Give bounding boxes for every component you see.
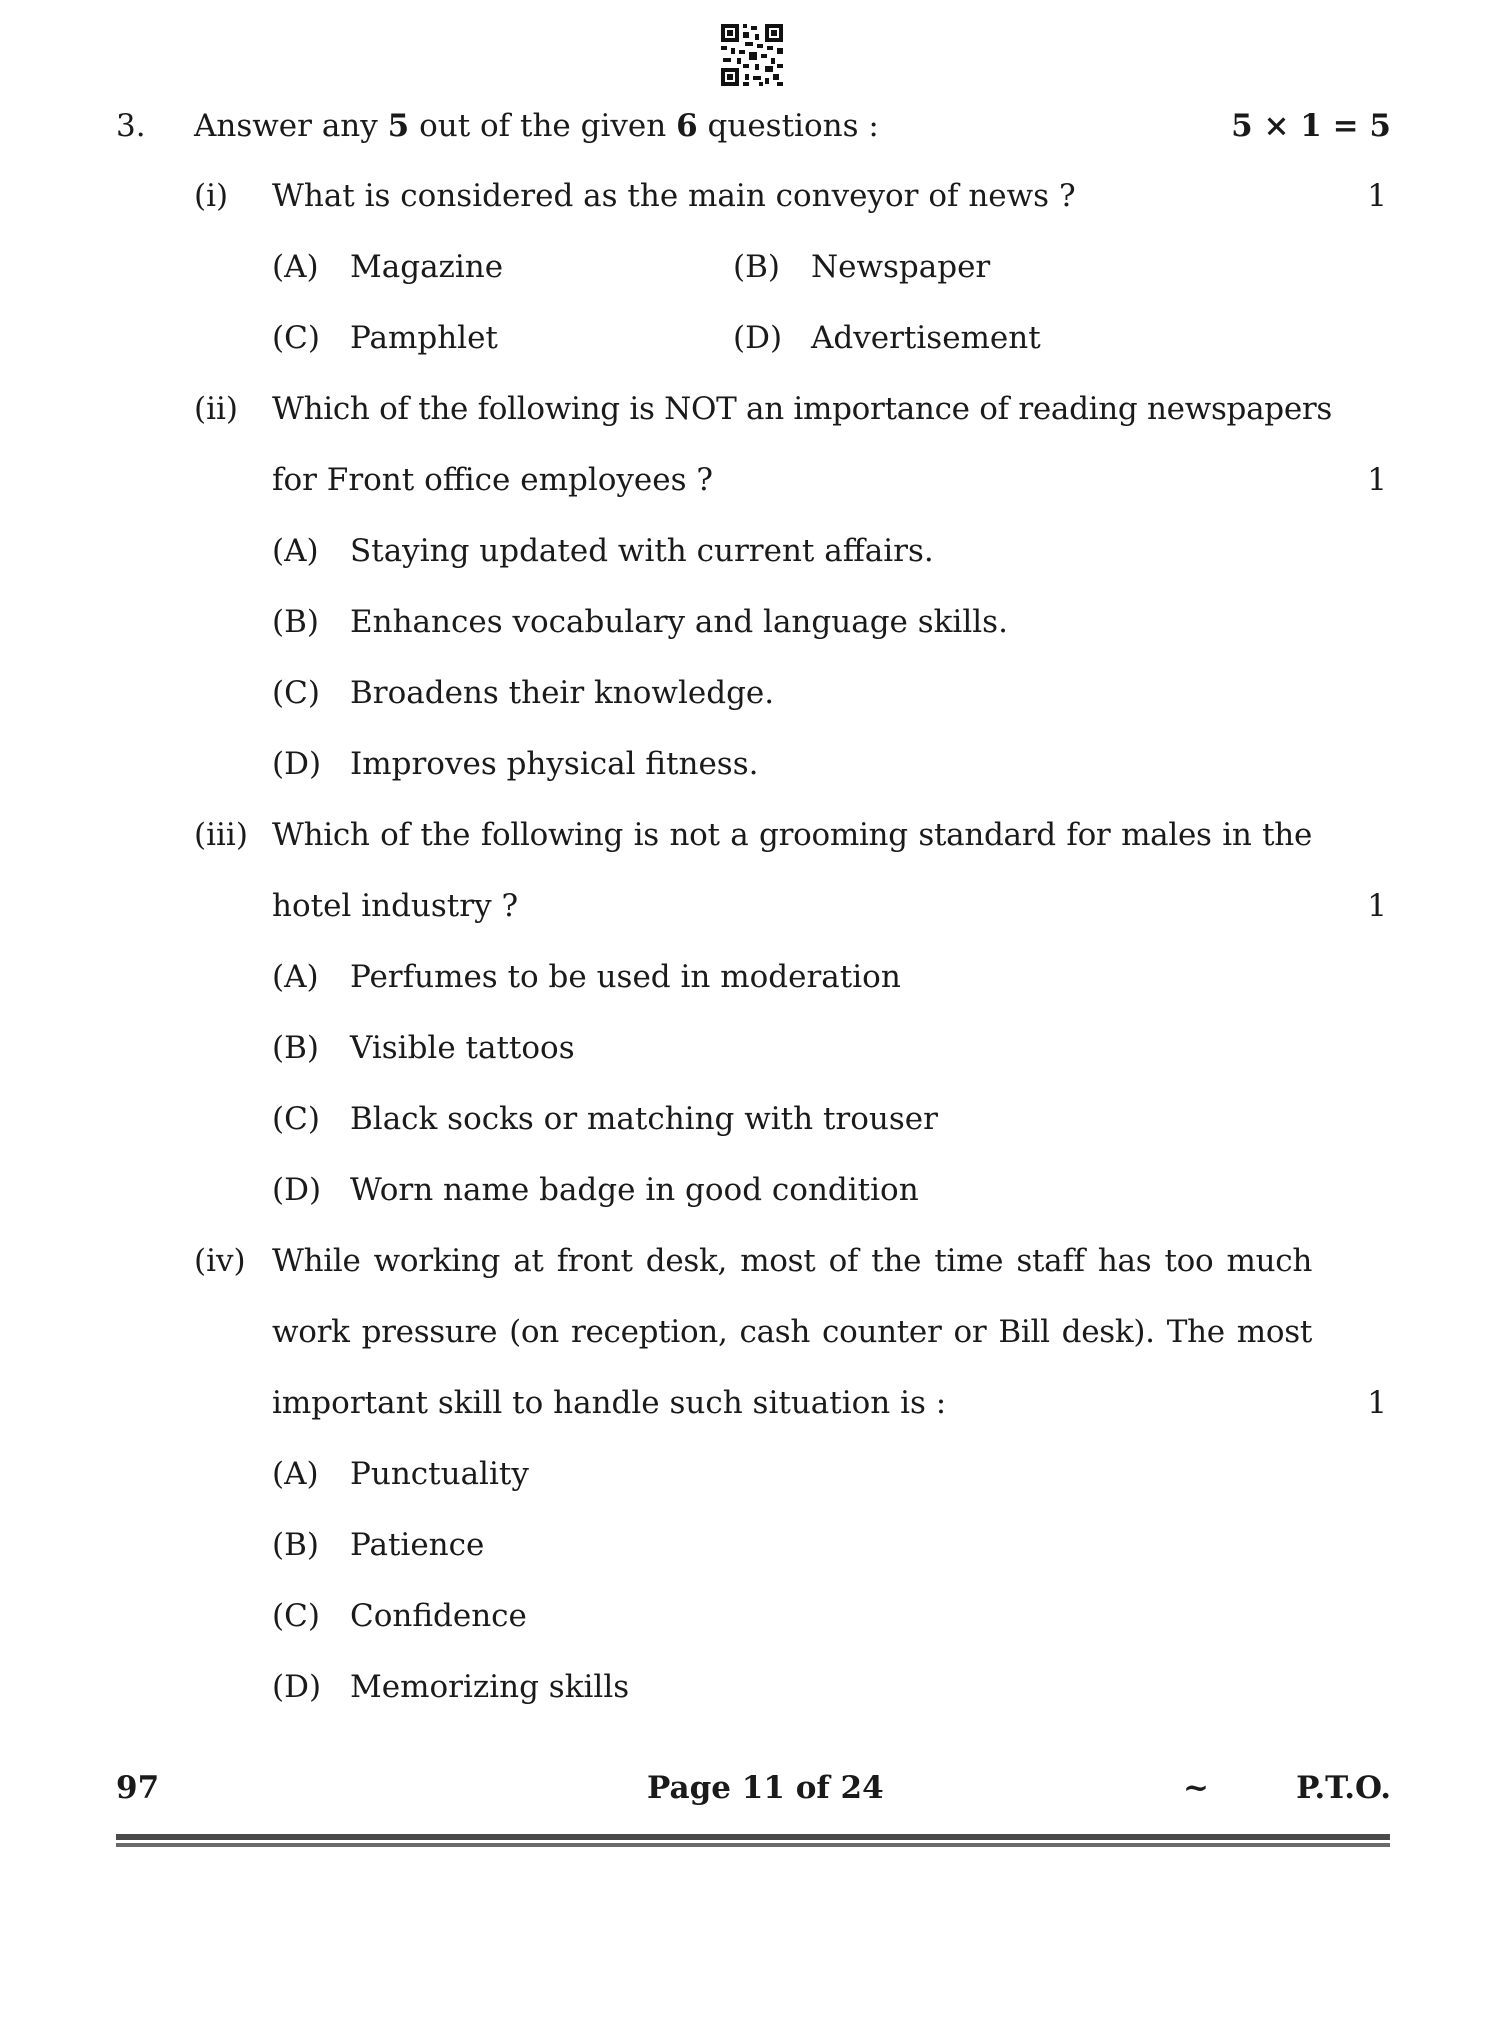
option-label: (D) <box>272 1172 322 1208</box>
option-text: Punctuality <box>350 1456 529 1492</box>
option-text: Pamphlet <box>350 320 498 356</box>
option-text: Perfumes to be used in moderation <box>350 959 901 995</box>
subquestion-number: (i) <box>194 178 229 214</box>
option-text: Black socks or matching with trouser <box>350 1101 938 1137</box>
option-label: (D) <box>272 1669 322 1705</box>
option-text: Worn name badge in good condition <box>350 1172 919 1208</box>
option-text: Visible tattoos <box>350 1030 575 1066</box>
marks-total: 5 × 1 = 5 <box>1231 108 1391 144</box>
question-number: 3. <box>116 108 146 144</box>
pto-label: P.T.O. <box>1296 1770 1391 1806</box>
subquestion-number: (iv) <box>194 1243 246 1279</box>
subquestion-text: What is considered as the main conveyor of news ? <box>272 178 1076 214</box>
option-label: (A) <box>272 533 319 569</box>
subquestion-text: Which of the following is not a grooming standard for males in the <box>272 817 1312 853</box>
option-text: Confidence <box>350 1598 527 1634</box>
option-text: Staying updated with current affairs. <box>350 533 934 569</box>
option-label: (C) <box>272 1598 320 1634</box>
subquestion-text: hotel industry ? <box>272 888 519 924</box>
option-text: Magazine <box>350 249 504 285</box>
option-text: Advertisement <box>811 320 1041 356</box>
qr-code-icon <box>719 22 785 88</box>
option-text: Improves physical fitness. <box>350 746 759 782</box>
option-label: (B) <box>272 1030 319 1066</box>
paper-code: 97 <box>116 1770 160 1806</box>
option-text: Memorizing skills <box>350 1669 630 1705</box>
subquestion-text: work pressure (on reception, cash counter or Bill desk). The most <box>272 1314 1312 1350</box>
footer-rule <box>116 1834 1390 1840</box>
option-label: (D) <box>272 746 322 782</box>
page-number: Page 11 of 24 <box>647 1770 884 1806</box>
question-instruction: Answer any 5 out of the given 6 questions : <box>194 108 879 144</box>
subquestion-marks: 1 <box>1367 178 1387 214</box>
footer-tilde: ~ <box>1183 1770 1209 1806</box>
option-label: (D) <box>733 320 783 356</box>
option-label: (C) <box>272 675 320 711</box>
option-text: Patience <box>350 1527 485 1563</box>
option-label: (B) <box>733 249 780 285</box>
subquestion-text: Which of the following is NOT an importance of reading newspapers <box>272 391 1332 427</box>
option-label: (B) <box>272 604 319 640</box>
option-text: Broadens their knowledge. <box>350 675 775 711</box>
option-text: Enhances vocabulary and language skills. <box>350 604 1008 640</box>
option-label: (C) <box>272 1101 320 1137</box>
subquestion-number: (iii) <box>194 817 248 853</box>
subquestion-text: for Front office employees ? <box>272 462 713 498</box>
option-label: (B) <box>272 1527 319 1563</box>
option-label: (A) <box>272 959 319 995</box>
subquestion-text: While working at front desk, most of the time staff has too much <box>272 1243 1312 1279</box>
option-label: (C) <box>272 320 320 356</box>
subquestion-number: (ii) <box>194 391 239 427</box>
option-text: Newspaper <box>811 249 991 285</box>
subquestion-text: important skill to handle such situation is : <box>272 1385 947 1421</box>
subquestion-marks: 1 <box>1367 462 1387 498</box>
footer-rule-secondary <box>116 1843 1390 1847</box>
subquestion-marks: 1 <box>1367 888 1387 924</box>
subquestion-marks: 1 <box>1367 1385 1387 1421</box>
option-label: (A) <box>272 1456 319 1492</box>
option-label: (A) <box>272 249 319 285</box>
